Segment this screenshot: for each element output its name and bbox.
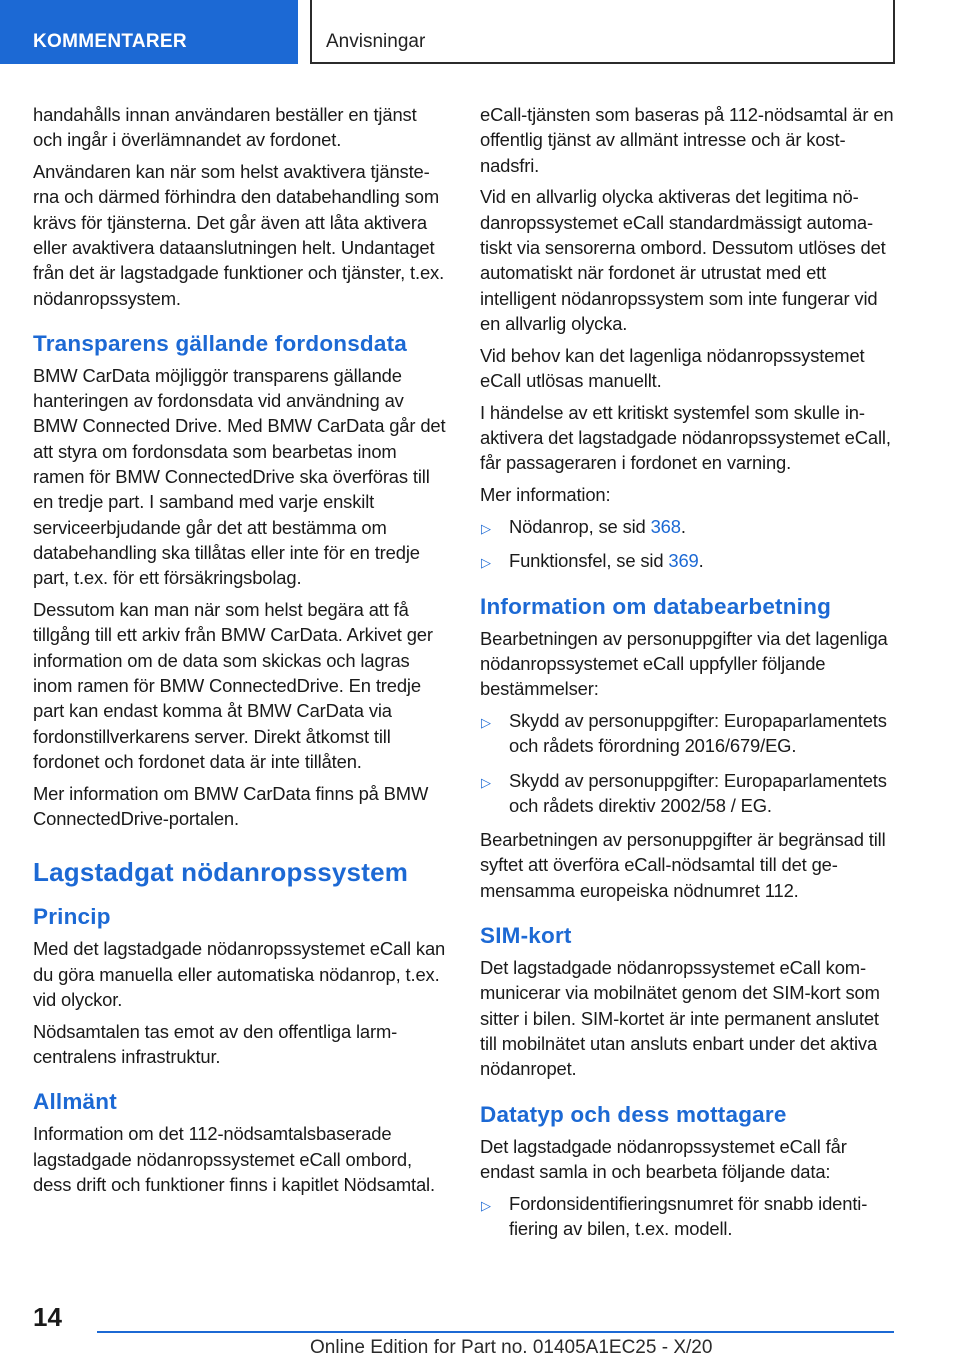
paragraph: handahålls innan användaren beställer en tjänst och ingår i överlämnandet av fordonet. xyxy=(33,104,417,151)
list-item-end: . xyxy=(698,550,704,572)
paragraph: Mer information: xyxy=(480,484,611,506)
heading-princip: Princip xyxy=(33,904,111,930)
list-item-end: . xyxy=(680,515,686,537)
more-info-list xyxy=(480,514,898,574)
data-items-list xyxy=(480,1191,898,1242)
triangle-bullet-icon: ▷ xyxy=(481,555,491,571)
list-item xyxy=(480,708,898,759)
paragraph: I händelse av ett kritiskt systemfel som skulle inaktivera det lagstadgade nödanropssystemet eCall, får passageraren i fordonet en varning. xyxy=(480,401,891,474)
page-header xyxy=(0,0,960,66)
triangle-bullet-icon: ▷ xyxy=(481,520,491,536)
triangle-bullet-icon: ▷ xyxy=(481,1197,491,1213)
paragraph: Nödsamtalen tas emot av den offentliga larmcentralens infrastruktur. xyxy=(33,1020,398,1067)
paragraph: Med det lagstadgade nödanropssystemet eCall kan du göra manuella eller automatiska nödanrop, t.ex. vid olyckor. xyxy=(33,938,446,1010)
page-link[interactable]: 369 xyxy=(668,550,699,572)
triangle-bullet-icon: ▷ xyxy=(481,774,491,790)
paragraph: Det lagstadgade nödanropssystemet eCall kommunicerar via mobilnätet genom det SIM-kort som sitter i bilen. SIM-kortet är inte permanent anslutet till mobilnätet utan ansluts enbart under det aktiva nödanropet. xyxy=(480,957,880,1080)
paragraph: Mer information om BMW CarData finns på BMW ConnectedDrive-portalen. xyxy=(33,782,429,829)
edition-footer: Online Edition for Part no. 01405A1EC25 - X/20 xyxy=(310,1337,713,1358)
heading-transparens: Transparens gällande fordonsdata xyxy=(33,330,407,356)
list-item-text: Funktionsfel, se sid xyxy=(509,550,669,572)
paragraph: BMW CarData möjliggör transparens gällande hanteringen av fordonsdata vid användning av BMW Connected Drive. Med BMW CarData går det att styra om fordonsdata som bearbetas inom ramen för BMW ConnectedDrive ska överföras till en tredje part. I samband med varje enskilt serviceerbjudande går det att bestämma om databehandling ska tillåtas eller inte för en tredje part, t.ex. för ett försäkringsbolag. xyxy=(33,364,446,589)
paragraph: Det lagstadgade nödanropssystemet eCall får endast samla in och bearbeta följande data: xyxy=(480,1135,847,1182)
paragraph: Bearbetningen av personuppgifter via det lagenliga nödanropssystemet eCall uppfyller följande bestämmelser: xyxy=(480,627,888,700)
list-item xyxy=(480,514,898,539)
right-column xyxy=(480,102,898,1250)
page-number: 14 xyxy=(33,1302,62,1332)
heading-sim: SIM-kort xyxy=(480,923,572,949)
heading-allmant: Allmänt xyxy=(33,1089,117,1115)
list-item xyxy=(480,548,898,573)
paragraph: Vid en allvarlig olycka aktiveras det legitima nödanropssystemet eCall standardmässigt automatiskt via sensorerna ombord. Dessutom utlöses det automatiskt när fordonet är utrustat med ett intelligent nödanropssystem som inte fungerar vid en allvarlig olycka. xyxy=(480,186,886,334)
triangle-bullet-icon: ▷ xyxy=(481,714,491,730)
list-item xyxy=(480,1191,898,1242)
section-tab[interactable]: KOMMENTARER xyxy=(0,0,298,64)
paragraph: Information om det 112-nödsamtalsbaserade lagstadgade nödanropssystemet eCall ombord, dess drift och funktioner finns i kapitlet Nödsamtal. xyxy=(33,1123,435,1195)
paragraph: Vid behov kan det lagenliga nödanropssystemet eCall utlösas manuellt. xyxy=(480,344,865,391)
subsection-tab[interactable]: Anvisningar xyxy=(310,0,895,64)
footer-divider xyxy=(97,1331,894,1333)
paragraph: Bearbetningen av personuppgifter är begränsad till syftet att överföra eCall-nödsamtal till det gemensamma europeiska nödnumret 112. xyxy=(480,829,886,901)
heading-datatyp: Datatyp och dess mottagare xyxy=(480,1101,787,1127)
paragraph: Användaren kan när som helst avaktivera tjänsterna och därmed förhindra den databehandling som krävs för tjänsterna. Det går även att låta aktivera eller avaktivera dataanslutningen helt. Undantaget från det är lagstadgade funktioner och tjänster, t.ex. nödanropssystem. xyxy=(33,161,445,309)
regulations-list xyxy=(480,708,898,818)
paragraph: eCall-tjänsten som baseras på 112-nödsamtal är en offentlig tjänst av allmänt intresse och är kostnadsfri. xyxy=(480,104,894,176)
paragraph: Dessutom kan man när som helst begära att få tillgång till ett arkiv från BMW CarData. Arkivet ger information om de data som skickas och lagras inom ramen för BMW ConnectedDrive. En tredje part kan endast komma åt BMW CarData via fordonstillverkarens server. Direkt åtkomst till fordonet och fordonet data är inte tillåten. xyxy=(33,599,433,772)
chapter-heading: Lagstadgat nödanropssystem xyxy=(33,857,409,888)
list-item-text: Skydd av personuppgifter: Europaparlamentets och rådets direktiv 2002/58 / EG. xyxy=(509,769,887,816)
list-item-text: Nödanrop, se sid xyxy=(509,515,651,537)
list-item-text: Fordonsidentifieringsnumret för snabb identifiering av bilen, t.ex. modell. xyxy=(509,1192,868,1239)
list-item xyxy=(480,768,898,819)
heading-information: Information om databearbetning xyxy=(480,593,832,619)
left-column xyxy=(33,102,449,1204)
page-link[interactable]: 368 xyxy=(650,515,681,537)
list-item-text: Skydd av personuppgifter: Europaparlamentets och rådets förordning 2016/679/EG. xyxy=(509,709,887,757)
